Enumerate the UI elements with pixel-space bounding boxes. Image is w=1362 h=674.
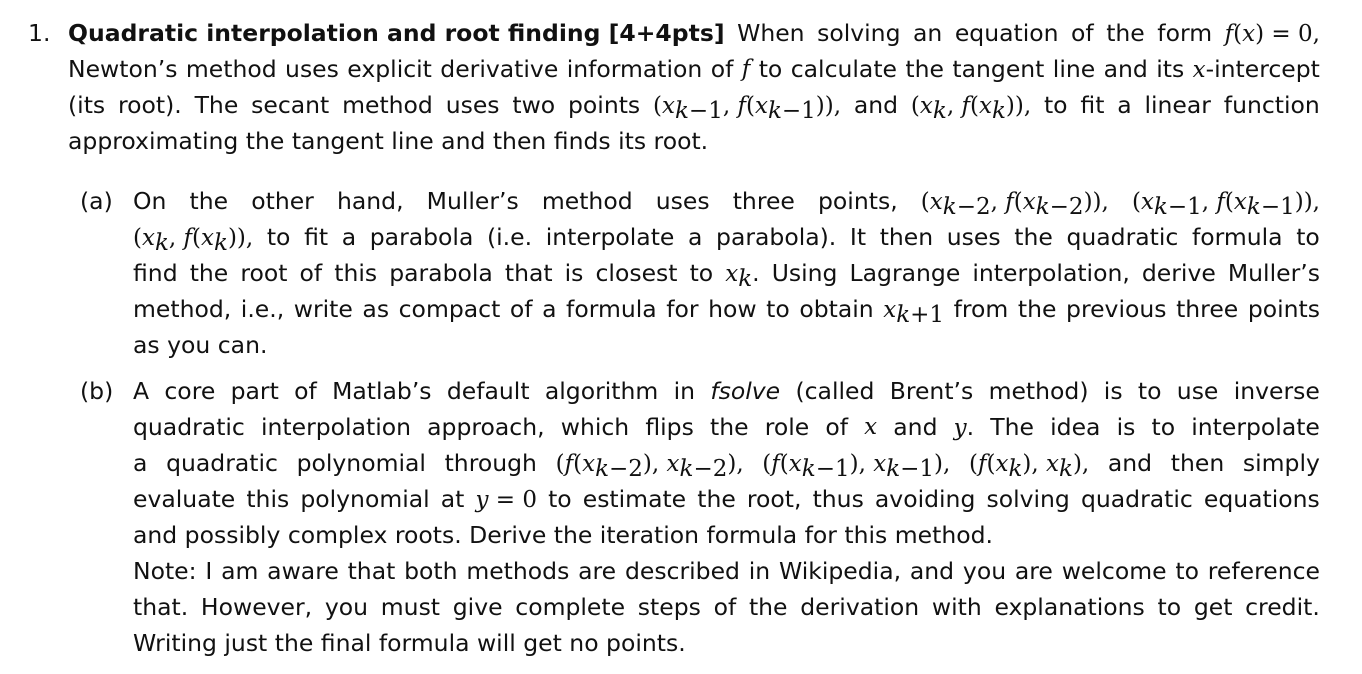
part-a-label: (a) [80, 187, 113, 215]
part-a-line-3: method, i.e., write as compact of a formula for how to obtain $x_{k+1}$ from the previous three points [133, 295, 1320, 328]
part-b-line-0: A core part of Matlab’s default algorithm in fsolve (called Brent’s method) is to use inverse [133, 377, 1320, 405]
part-a-line-1: ($x_k$, $f(x_k)$), to fit a parabola (i.e. interpolate a parabola). It then uses the quadratic formula to [133, 223, 1320, 256]
part-b-note-line-0: Note: I am aware that both methods are described in Wikipedia, and you are welcome to reference [133, 557, 1320, 585]
part-b-note-line-2: Writing just the final formula will get no points. [133, 629, 686, 657]
intro-line-1: Newton’s method uses explicit derivative information of f to calculate the tangent line and its x-intercept [68, 55, 1320, 83]
part-b-line-3: evaluate this polynomial at y = 0 to estimate the root, thus avoiding solving quadratic equations [133, 485, 1320, 513]
part-b-note-line-1: that. However, you must give complete steps of the derivation with explanations to get credit. [133, 593, 1320, 621]
part-b-label: (b) [80, 377, 114, 405]
problem-title: Quadratic interpolation and root finding [4+4pts] [68, 19, 725, 47]
part-a-line-4: as you can. [133, 331, 268, 359]
part-a-line-2: find the root of this parabola that is closest to $x_k$. Using Lagrange interpolation, derive Muller’s [133, 259, 1320, 292]
part-a-line-0: On the other hand, Muller’s method uses three points, ($x_{k-2}$, $f(x_{k-2})$), ($x_{k-1}$, $f(x_{k-1})$), [133, 187, 1320, 220]
intro-line-0: Quadratic interpolation and root finding [4+4pts] When solving an equation of the form f(x) = 0, [68, 19, 1320, 47]
intro-line-2: (its root). The secant method uses two points ($x_{k-1}$, $f(x_{k-1})$), and ($x_k$, $f(x_k)$), to fit a linear function [68, 91, 1320, 124]
problem-number: 1. [28, 19, 51, 47]
intro-line-3: approximating the tangent line and then finds its root. [68, 127, 709, 155]
part-b-line-2: a quadratic polynomial through ($f(x_{k-2})$, $x_{k-2}$), ($f(x_{k-1})$, $x_{k-1}$), ($f(x_k)$, $x_k$), and then simply [133, 449, 1320, 482]
part-b-line-1: quadratic interpolation approach, which flips the role of x and y. The idea is to interpolate [133, 413, 1320, 441]
part-b-line-4: and possibly complex roots. Derive the iteration formula for this method. [133, 521, 993, 549]
